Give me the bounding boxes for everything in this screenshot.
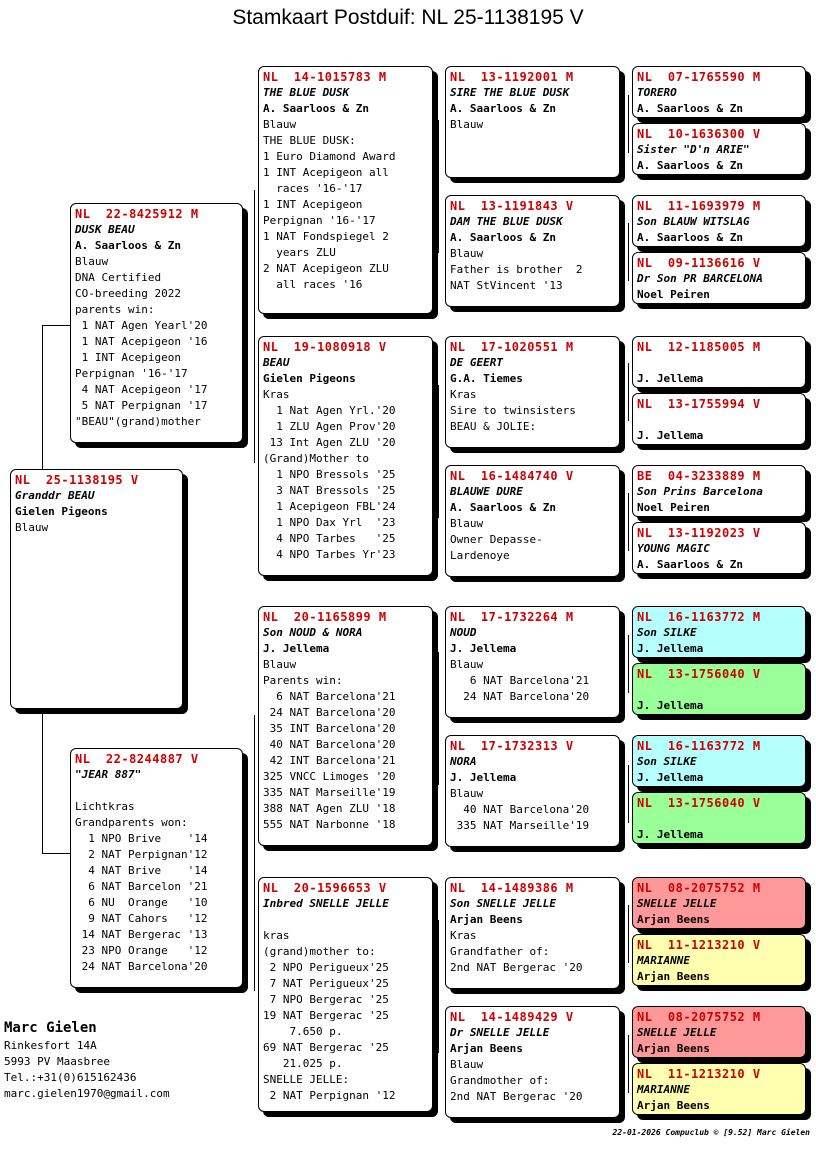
connector-line [438,385,439,518]
pigeon-name: BEAU [263,356,290,369]
owner-name: J. Jellema [637,771,704,784]
pigeon-name: MARIANNE [637,1083,690,1096]
pigeon-card-gen4[interactable] [632,465,806,517]
ring-number: NL 08-2075752 M [637,1010,761,1024]
owner-name: A. Saarloos & Zn [637,159,743,172]
pigeon-name: YOUNG MAGIC [637,542,710,555]
remark-line: 1 Nat Agen Yrl.'20 [263,404,396,417]
pigeon-card-gen4[interactable] [632,934,806,986]
pigeon-card-gen3[interactable] [445,606,620,718]
remark-line: 1 INT Acepigeon [75,351,181,364]
remark-line: 1 NPO Bressols '25 [263,468,396,481]
pigeon-name: Son SILKE [637,626,697,639]
ring-number: NL 16-1163772 M [637,739,761,753]
owner-name: Noel Peiren [637,288,710,301]
pigeon-card-gen3[interactable] [445,1006,620,1118]
remark-line: DNA Certified [75,271,162,284]
remark-line: (Grand)Mother to [263,452,369,465]
owner-name: Arjan Beens [637,1042,710,1055]
remark-line: Kras [450,929,477,942]
owner-name: G.A. Tiemes [450,372,523,385]
remark-line: 24 NAT Barcelona'20 [75,960,208,973]
owner-name: Arjan Beens [637,970,710,983]
pigeon-name: "JEAR 887" [75,768,142,781]
ring-number: BE 04-3233889 M [637,469,761,483]
pigeon-card-gen3[interactable] [445,877,620,989]
owner-name [263,912,428,928]
pigeon-card-gen4[interactable] [632,1063,806,1115]
owner-name: A. Saarloos & Zn [263,102,369,115]
pigeon-name: THE BLUE DUSK [263,86,350,99]
owner-name: A. Saarloos & Zn [637,558,743,571]
pigeon-card-gen3[interactable] [445,195,620,307]
pigeon-name: SNELLE JELLE [637,897,717,910]
pigeon-name [637,682,801,698]
owner-name: J. Jellema [637,699,704,712]
ring-number: NL 16-1163772 M [637,610,761,624]
remark-line: Blauw [263,658,297,671]
ring-number: NL 17-1732313 V [450,739,574,753]
ring-number: NL 22-8244887 V [75,752,199,766]
pigeon-name: Sister "D'n ARIE" [637,143,750,156]
ring-number: NL 20-1596653 V [263,881,387,895]
remark-line: 42 INT Barcelona'21 [263,754,396,767]
pigeon-card-sire-sire[interactable] [258,66,433,314]
remark-line: 1 ZLU Agen Prov'20 [263,420,396,433]
remark-line: Grandfather of: [450,945,550,958]
remark-line: 1 Euro Diamond Award [263,150,396,163]
remark-line: 40 NAT Barcelona'20 [450,803,590,816]
ring-number: NL 22-8425912 M [75,207,199,221]
pigeon-card-gen4[interactable] [632,123,806,175]
pigeon-name: NORA [450,755,477,768]
owner-name: J. Jellema [637,429,704,442]
ring-number: NL 07-1765590 M [637,70,761,84]
pigeon-name: Son SNELLE JELLE [450,897,556,910]
connector-line [628,905,629,963]
remark-line: 2nd NAT Bergerac '20 [450,1090,583,1103]
ring-number: NL 20-1165899 M [263,610,387,624]
remark-line: 40 NAT Barcelona'20 [263,738,396,751]
pigeon-card-gen4[interactable] [632,606,806,658]
breeder-email: marc.gielen1970@gmail.com [4,1087,170,1100]
ring-number: NL 13-1756040 V [637,667,761,681]
breeder-name: Marc Gielen [4,1020,97,1036]
remark-line: 3 NAT Bressols '25 [263,484,396,497]
pigeon-card-gen4[interactable] [632,336,806,388]
connector-line [438,120,439,253]
remark-line: 69 NAT Bergerac '25 [263,1041,389,1054]
owner-name: Arjan Beens [450,1042,523,1055]
remark-line: 6 NAT Barcelon '21 [75,880,208,893]
owner-name: J. Jellema [637,642,704,655]
remark-line: 1 NAT Fondspiegel 2 [263,230,389,243]
remark-line: 388 NAT Agen ZLU '18 [263,802,396,815]
owner-name: A. Saarloos & Zn [450,231,556,244]
remark-line: 7 NPO Bergerac '25 [263,993,389,1006]
connector-line [628,1035,629,1093]
remark-line: 335 NAT Marseille'19 [263,786,396,799]
remark-line: Lichtkras [75,800,135,813]
pigeon-name: BLAUWE DURE [450,485,523,498]
remark-line: 1 NAT Agen Yearl'20 [75,319,208,332]
pigeon-card-dam-sire[interactable] [258,606,433,846]
remark-line: 5 NAT Perpignan '17 [75,399,208,412]
pigeon-name: DE GEERT [450,356,503,369]
remark-line: "BEAU"(grand)mother [75,415,201,428]
remark-line: 23 NPO Orange '12 [75,944,208,957]
owner-name: J. Jellema [637,372,704,385]
connector-line [42,325,70,326]
remark-line: 1 NPO Dax Yrl '23 [263,516,396,529]
pigeon-card-gen4[interactable] [632,195,806,247]
remark-line: 24 NAT Barcelona'20 [263,706,396,719]
remark-line: years ZLU [263,246,336,259]
remark-line: Owner Depasse- [450,533,543,546]
remark-line: Grandparents won: [75,816,188,829]
pigeon-card-gen3[interactable] [445,66,620,178]
remark-line: Blauw [450,517,484,530]
connector-line [628,635,629,693]
remark-line: 1 NPO Brive '14 [75,832,208,845]
remark-line: Lardenoye [450,549,510,562]
owner-name: Arjan Beens [450,913,523,926]
ring-number: NL 12-1185005 M [637,340,761,354]
ring-number: NL 10-1636300 V [637,127,761,141]
remark-line: Blauw [450,658,484,671]
pigeon-card-gen4[interactable] [632,522,806,574]
remark-line: parents win: [75,303,155,316]
pigeon-card-sire[interactable] [70,203,243,443]
remark-line: kras [263,929,290,942]
remark-line: 555 NAT Narbonne '18 [263,818,396,831]
owner-name: A. Saarloos & Zn [75,239,181,252]
pigeon-card-subject[interactable] [10,469,183,709]
pigeon-card-dam[interactable] [70,748,243,988]
remark-line: Kras [263,388,290,401]
pigeon-name [637,355,801,371]
connector-line [628,363,629,421]
ring-number: NL 13-1755994 V [637,397,761,411]
ring-number: NL 14-1489429 V [450,1010,574,1024]
pigeon-name: TORERO [637,86,677,99]
remark-line: 13 Int Agen ZLU '20 [263,436,396,449]
remark-line: (grand)mother to: [263,945,376,958]
remark-line: Father is brother 2 [450,263,583,276]
remark-line: 1 Acepigeon FBL'24 [263,500,396,513]
pigeon-card-gen4[interactable] [632,252,806,304]
pigeon-card-gen4[interactable] [632,663,806,715]
breeder-street: Rinkesfort 14A [4,1039,97,1052]
pigeon-name: Inbred SNELLE JELLE [263,897,389,910]
pigeon-name: Son NOUD & NORA [263,626,363,639]
ring-number: NL 13-1192001 M [450,70,574,84]
pigeon-card-gen4[interactable] [632,1006,806,1058]
pigeon-name: Dr SNELLE JELLE [450,1026,550,1039]
remark-line: Sire to twinsisters [450,404,576,417]
remark-line: 19 NAT Bergerac '25 [263,1009,389,1022]
remark-line: Blauw [263,118,297,131]
remark-line: 4 NPO Tarbes '25 [263,532,396,545]
remark-line: 4 NAT Acepigeon '17 [75,383,208,396]
ring-number: NL 13-1192023 V [637,526,761,540]
pigeon-card-gen4[interactable] [632,735,806,787]
breeder-phone: Tel.:+31(0)615162436 [4,1071,137,1084]
remark-line: 1 NAT Acepigeon '16 [75,335,208,348]
connector-line [438,652,439,785]
remark-line: Kras [450,388,477,401]
owner-name: J. Jellema [450,642,517,655]
remark-line: 325 VNCC Limoges '20 [263,770,396,783]
ring-number: NL 11-1213210 V [637,938,761,952]
owner-name: Noel Peiren [637,501,710,514]
remark-line: Blauw [450,787,484,800]
remark-line: 14 NAT Bergerac '13 [75,928,208,941]
remark-line: CO-breeding 2022 [75,287,181,300]
breeder-city: 5993 PV Maasbree [4,1055,110,1068]
pigeon-card-gen3[interactable] [445,465,620,577]
remark-line: 2nd NAT Bergerac '20 [450,961,583,974]
remark-line: Perpignan '16-'17 [75,367,188,380]
ring-number: NL 11-1693979 M [637,199,761,213]
remark-line: 6 NAT Barcelona'21 [450,674,590,687]
owner-name: Gielen Pigeons [263,372,356,385]
pigeon-name: DUSK BEAU [75,223,135,236]
owner-name: A. Saarloos & Zn [450,501,556,514]
connector-line [42,853,70,854]
connector-line [628,223,629,281]
remark-line: NAT StVincent '13 [450,279,563,292]
pigeon-card-gen4[interactable] [632,66,806,118]
pigeon-name: Son SILKE [637,755,697,768]
pigeon-card-gen3[interactable] [445,336,620,448]
remark-line: 6 NU Orange '10 [75,896,208,909]
owner-name [75,783,238,799]
pigeon-name [637,811,801,827]
remark-line: 2 NAT Perpignan'12 [75,848,208,861]
owner-name: A. Saarloos & Zn [637,231,743,244]
pigeon-name [637,412,801,428]
ring-number: NL 13-1191843 V [450,199,574,213]
remark-line: 24 NAT Barcelona'20 [450,690,590,703]
remark-line: Grandmother of: [450,1074,550,1087]
pigeon-card-sire-dam[interactable] [258,336,433,576]
remark-line: 7 NAT Perigueux'25 [263,977,389,990]
pigeon-name: MARIANNE [637,954,690,967]
pigeon-name: SNELLE JELLE [637,1026,717,1039]
pigeon-name: Dr Son PR BARCELONA [637,272,763,285]
pigeon-name: Son BLAUW WITSLAG [637,215,750,228]
remark-line: 2 NAT Acepigeon ZLU [263,262,389,275]
remark-line: BEAU & JOLIE: [450,420,537,433]
remark-line: Blauw [75,255,109,268]
connector-line [628,95,629,153]
remark-line: 1 INT Acepigeon all [263,166,389,179]
remark-line: 6 NAT Barcelona'21 [263,690,396,703]
connector-line [254,715,255,991]
ring-number: NL 16-1484740 V [450,469,574,483]
owner-name: A. Saarloos & Zn [637,102,743,115]
remark-line: 7.650 p. [263,1025,343,1038]
owner-name: A. Saarloos & Zn [450,102,556,115]
pigeon-card-gen4[interactable] [632,792,806,844]
remark-line: Perpignan '16-'17 [263,214,376,227]
owner-name: Gielen Pigeons [15,505,108,518]
pigeon-card-gen4[interactable] [632,877,806,929]
remark-line: races '16-'17 [263,182,363,195]
remark-line: 2 NAT Perpignan '12 [263,1089,396,1102]
pigeon-name: Son Prins Barcelona [637,485,763,498]
ring-number: NL 08-2075752 M [637,881,761,895]
remark-line: Blauw [450,1058,484,1071]
remark-line: 4 NAT Brive '14 [75,864,208,877]
owner-name: J. Jellema [450,771,517,784]
pigeon-name: DAM THE BLUE DUSK [450,215,563,228]
connector-line [254,190,255,463]
remark-line: THE BLUE DUSK: [263,134,356,147]
pigeon-name: Granddr BEAU [15,489,95,502]
owner-name: Arjan Beens [637,1099,710,1112]
ring-number: NL 11-1213210 V [637,1067,761,1081]
connector-line [438,920,439,1053]
remark-line: Parents win: [263,674,343,687]
ring-number: NL 17-1020551 M [450,340,574,354]
remark-line: 1 INT Acepigeon [263,198,363,211]
remark-line: SNELLE JELLE: [263,1073,350,1086]
remark-line: Blauw [450,247,484,260]
ring-number: NL 09-1136616 V [637,256,761,270]
remark-line: Blauw [15,521,49,534]
remark-line: 35 INT Barcelona'20 [263,722,396,735]
remark-line: 9 NAT Cahors '12 [75,912,208,925]
remark-line: 2 NPO Perigueux'25 [263,961,389,974]
remark-line: 4 NPO Tarbes Yr'23 [263,548,396,561]
ring-number: NL 25-1138195 V [15,473,139,487]
pigeon-card-gen3[interactable] [445,735,620,847]
pigeon-card-gen4[interactable] [632,393,806,445]
breeder-info [4,1018,170,1102]
remark-line: all races '16 [263,278,363,291]
pigeon-name: SIRE THE BLUE DUSK [450,86,570,99]
pigeon-name: NOUD [450,626,477,639]
remark-line: Blauw [450,118,484,131]
ring-number: NL 14-1015783 M [263,70,387,84]
connector-line [628,765,629,823]
pigeon-card-dam-dam[interactable] [258,877,433,1112]
footer-credit: 22-01-2026 Compuclub © [9.52] Marc Gielen [612,1128,810,1137]
connector-line [628,493,629,551]
ring-number: NL 19-1080918 V [263,340,387,354]
owner-name: Arjan Beens [637,913,710,926]
remark-line: 21.025 p. [263,1057,343,1070]
ring-number: NL 14-1489386 M [450,881,574,895]
ring-number: NL 13-1756040 V [637,796,761,810]
remark-line: 335 NAT Marseille'19 [450,819,590,832]
owner-name: J. Jellema [263,642,330,655]
owner-name: J. Jellema [637,828,704,841]
ring-number: NL 17-1732264 M [450,610,574,624]
page-title: Stamkaart Postduif: NL 25-1138195 V [232,6,584,29]
